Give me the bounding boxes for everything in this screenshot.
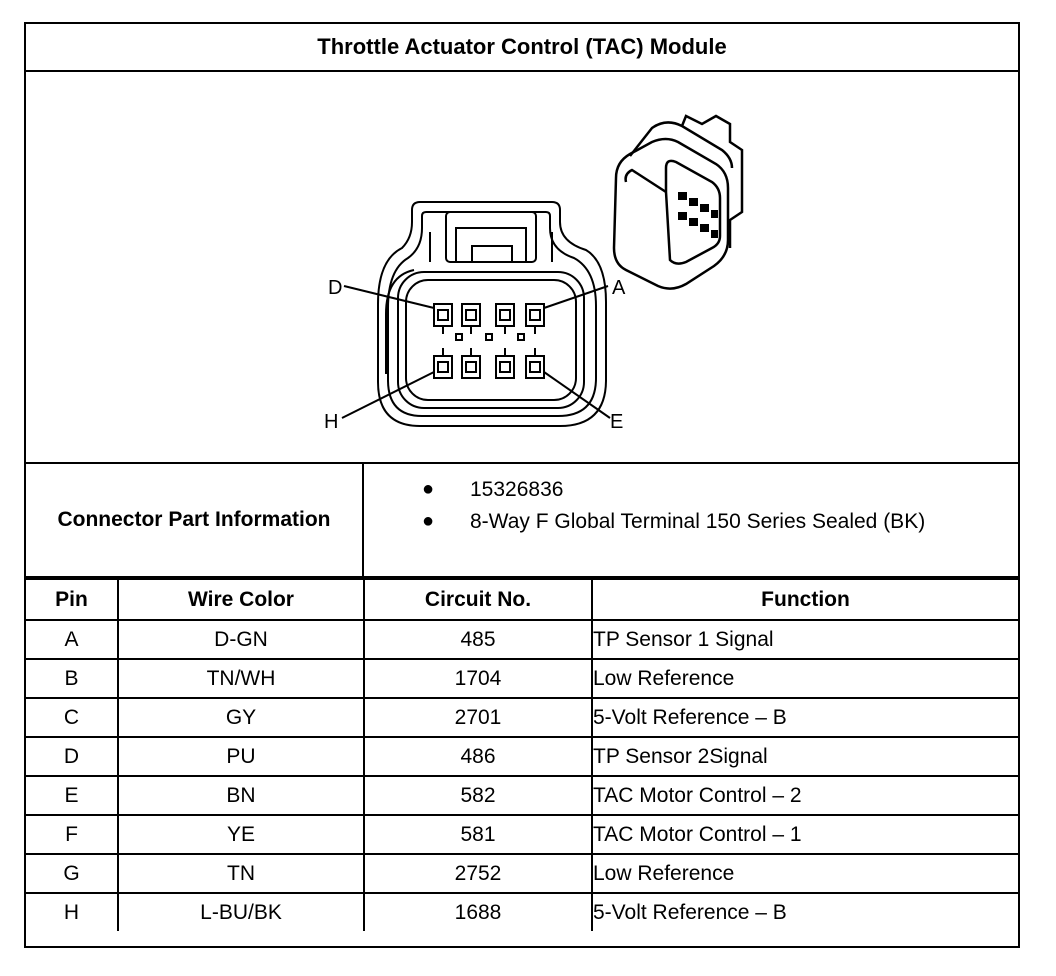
pin-label-H: H: [324, 411, 339, 433]
pin-B-contact: [500, 310, 510, 320]
pin-A-contact: [530, 310, 540, 320]
polarity-key-center: [486, 334, 492, 340]
perspective-pin-grid: [678, 192, 718, 238]
header-wire-color: Wire Color: [118, 579, 364, 620]
pin-table: [26, 578, 1018, 931]
circuit-cell: 1704: [364, 659, 592, 698]
header-circuit-no: Circuit No.: [364, 579, 592, 620]
wire-color-cell: PU: [118, 737, 364, 776]
table-row: [26, 776, 1018, 815]
connector-perspective-view: [614, 116, 742, 289]
wire-color-cell: L-BU/BK: [118, 893, 364, 931]
pin-row-top: [434, 304, 544, 334]
table-row: [26, 854, 1018, 893]
pin-label-A: A: [612, 277, 626, 299]
pin-F: [496, 356, 514, 378]
perspective-pin: [711, 230, 718, 238]
polarity-key-right: [518, 334, 524, 340]
table-row: [26, 659, 1018, 698]
circuit-cell: 2701: [364, 698, 592, 737]
header-pin: Pin: [26, 579, 118, 620]
pin-C: [462, 304, 480, 326]
header-function: Function: [592, 579, 1018, 620]
leader-line-E: [544, 372, 610, 418]
connector-diagram: [26, 72, 1018, 462]
bullet-icon: ●: [422, 478, 435, 500]
circuit-cell: 581: [364, 815, 592, 854]
wire-color-cell: D-GN: [118, 620, 364, 659]
polarity-key-left: [456, 334, 462, 340]
circuit-cell: 1688: [364, 893, 592, 931]
perspective-pin: [678, 192, 687, 200]
circuit-cell: 582: [364, 776, 592, 815]
table-row: [26, 620, 1018, 659]
connector-part-description: 8-Way F Global Terminal 150 Series Sealed (BK): [470, 510, 926, 533]
function-cell: TP Sensor 2Signal: [592, 737, 1018, 776]
function-cell: 5-Volt Reference – B: [592, 698, 1018, 737]
circuit-cell: 486: [364, 737, 592, 776]
table-row: [26, 815, 1018, 854]
perspective-pin: [700, 204, 709, 212]
pin-A: [526, 304, 544, 326]
pin-D-contact: [438, 310, 448, 320]
wire-color-cell: TN: [118, 854, 364, 893]
pin-cell: F: [26, 815, 118, 854]
connector-part-information-label: Connector Part Information: [26, 464, 364, 576]
pin-cell: E: [26, 776, 118, 815]
table-row: [26, 893, 1018, 931]
latch-window: [472, 246, 512, 262]
perspective-pin: [689, 198, 698, 206]
pin-cell: A: [26, 620, 118, 659]
sheet-title: Throttle Actuator Control (TAC) Module: [26, 24, 1018, 72]
pin-cell: G: [26, 854, 118, 893]
perspective-pin: [689, 218, 698, 226]
pin-F-contact: [500, 362, 510, 372]
pin-cell: H: [26, 893, 118, 931]
circuit-cell: 2752: [364, 854, 592, 893]
connector-sheet: [24, 22, 1020, 948]
pin-cell: C: [26, 698, 118, 737]
pin-label-E: E: [610, 411, 624, 433]
bullet-icon: ●: [422, 510, 435, 532]
table-row: [26, 698, 1018, 737]
pin-label-D: D: [328, 277, 343, 299]
pin-C-contact: [466, 310, 476, 320]
connector-figure: [26, 72, 1018, 464]
table-row: [26, 737, 1018, 776]
pin-G: [462, 356, 480, 378]
function-cell: 5-Volt Reference – B: [592, 893, 1018, 931]
wire-color-cell: GY: [118, 698, 364, 737]
circuit-cell: 485: [364, 620, 592, 659]
pin-G-contact: [466, 362, 476, 372]
function-cell: TAC Motor Control – 1: [592, 815, 1018, 854]
connector-part-information: [26, 464, 1018, 578]
perspective-pin: [700, 224, 709, 232]
connector-part-list: [366, 464, 1018, 576]
latch-frame: [446, 212, 536, 262]
pin-B: [496, 304, 514, 326]
function-cell: Low Reference: [592, 659, 1018, 698]
connector-part-number: 15326836: [470, 478, 564, 501]
pin-table-header: [26, 579, 1018, 620]
pin-H-contact: [438, 362, 448, 372]
function-cell: TAC Motor Control – 2: [592, 776, 1018, 815]
perspective-side-groove: [626, 170, 666, 192]
pin-row-bottom: [434, 334, 544, 378]
pin-cell: D: [26, 737, 118, 776]
function-cell: TP Sensor 1 Signal: [592, 620, 1018, 659]
pin-cell: B: [26, 659, 118, 698]
pin-D: [434, 304, 452, 326]
pin-E-contact: [530, 362, 540, 372]
function-cell: Low Reference: [592, 854, 1018, 893]
wire-color-cell: YE: [118, 815, 364, 854]
wire-color-cell: TN/WH: [118, 659, 364, 698]
perspective-pin: [678, 212, 687, 220]
pin-H: [434, 356, 452, 378]
perspective-pin: [711, 210, 718, 218]
pin-E: [526, 356, 544, 378]
wire-color-cell: BN: [118, 776, 364, 815]
